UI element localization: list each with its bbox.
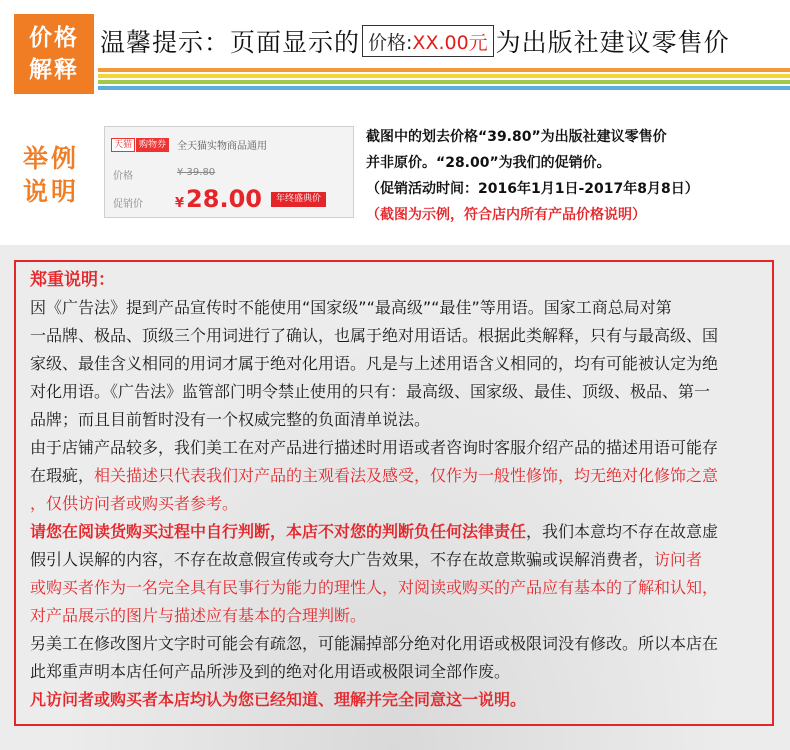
price-label: 价格	[113, 171, 133, 182]
currency-symbol: ¥	[175, 196, 185, 211]
stripe-blue	[98, 86, 790, 90]
example-badge-line-2: 说明	[22, 177, 79, 206]
statement-p2-line-2	[30, 462, 766, 490]
statement-p1-line-1: 因《广告法》提到产品宣传时不能使用“国家级”“最高级”“最佳”等用语。国家工商总局对第	[30, 298, 672, 317]
stripe-orange	[98, 68, 790, 72]
statement-p4-line-1: 另美工在修改图片文字时可能会有疏忽，可能漏掉部分绝对化用语或极限词没有修改。所以本店在	[30, 634, 719, 653]
coupon-row	[111, 137, 267, 152]
price-placeholder-value: XX.00元	[412, 31, 488, 54]
notice-line	[100, 20, 730, 62]
statement-p3-line-3: 或购买者作为一名完全具有民事行为能力的理性人，对阅读或购买的产品应有基本的了解和认知，	[30, 578, 719, 597]
statement-p1-line-5: 品牌；而且目前暂时没有一个权威完整的负面清单说法。	[30, 410, 431, 429]
badge-line-1: 价格	[29, 25, 79, 51]
example-line-3: （促销活动时间：2016年1月1日-2017年8月8日）	[366, 181, 699, 197]
example-price-screenshot	[104, 126, 354, 218]
notice-text-after: 为出版社建议零售价	[495, 28, 730, 57]
statement-p1-line-4: 对化用语。《广告法》监管部门明令禁止使用的只有：最高级、国家级、最佳、顶级、极品、第一	[30, 382, 711, 401]
price-placeholder-box	[362, 25, 494, 57]
statement-p2-line-2-black: 在瑕疵，	[30, 466, 95, 485]
statement-p5: 凡访问者或购买者本店均认为您已经知道、理解并完全同意这一说明。	[30, 690, 527, 709]
promo-badge: 年终盛典价	[271, 192, 326, 207]
statement-p3-line-4: 对产品展示的图片与描述应有基本的合理判断。	[30, 606, 367, 625]
price-explanation-badge	[14, 14, 94, 94]
tmall-tag: 天猫	[111, 138, 135, 152]
badge-line-2: 解释	[29, 57, 79, 83]
promo-label: 促销价	[113, 199, 143, 210]
example-line-2: 并非原价。“28.00”为我们的促销价。	[366, 155, 611, 171]
promo-price-value: 28.00	[186, 185, 262, 213]
statement-p1-line-2: 一品牌、极品、顶级三个用词进行了确认，也属于绝对用语话。根据此类解释，只有与最高级、国	[30, 326, 719, 345]
example-line-1: 截图中的划去价格“39.80”为出版社建议零售价	[366, 129, 667, 145]
notice-text-before: 温馨提示：页面显示的	[100, 28, 361, 57]
price-placeholder-label: 价格:	[368, 31, 413, 54]
statement-text	[30, 266, 766, 714]
statement-p3-line-2-black: 假引人误解的内容，不存在故意假宣传或夸大广告效果，不存在故意欺骗或误解消费者，	[30, 550, 655, 569]
old-price: ¥ 39.80	[177, 167, 216, 178]
statement-p3-line-2	[30, 546, 766, 574]
example-explanation	[366, 124, 786, 228]
statement-p3-line-1-black: ，我们本意均不存在故意虚	[526, 522, 719, 541]
coupon-text: 全天猫实物商品通用	[177, 141, 268, 152]
example-line-4: （截图为示例，符合店内所有产品价格说明）	[366, 207, 646, 223]
coupon-tag: 购物券	[136, 138, 169, 152]
statement-p3-line-1-bold: 请您在阅读货购买过程中自行判断，本店不对您的判断负任何法律责任	[30, 522, 527, 541]
promo-price	[175, 185, 262, 218]
stripe-yellow	[98, 74, 790, 78]
statement-p4-line-2: 此郑重声明本店任何产品所涉及到的绝对化用语或极限词全部作废。	[30, 662, 511, 681]
statement-p2-line-1: 由于店铺产品较多，我们美工在对产品进行描述时用语或者咨询时客服介绍产品的描述用语可能存	[30, 438, 719, 457]
statement-title: 郑重说明：	[30, 270, 115, 290]
statement-p3-line-2-red: 访问者	[654, 550, 703, 569]
statement-p3-line-1	[30, 518, 766, 546]
example-badge-line-1: 举例	[22, 144, 79, 173]
statement-p2-line-3: ，仅供访问者或购买者参考。	[30, 494, 239, 513]
statement-p2-line-2-red: 相关描述只代表我们对产品的主观看法及感受，仅作为一般性修饰，均无绝对化修饰之意	[94, 466, 719, 485]
statement-p1-line-3: 家级、最佳含义相同的用词才属于绝对化用语。凡是与上述用语含义相同的，均有可能被认定为绝	[30, 354, 719, 373]
stripe-green	[98, 80, 790, 84]
example-badge	[18, 142, 84, 208]
